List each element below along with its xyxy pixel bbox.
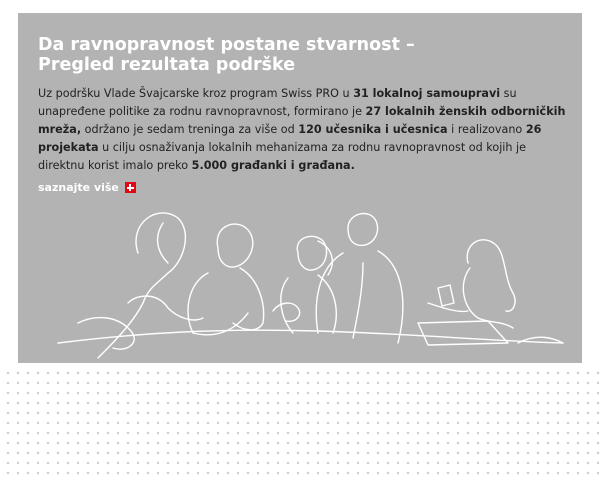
card-title-line-1: Da ravnopravnost postane stvarnost –: [38, 35, 415, 55]
dot-pattern-background: [0, 365, 600, 477]
highlighted-figure: 120 učesnika i učesnica: [298, 123, 448, 136]
card-title-line-2: Pregled rezultata podrške: [38, 55, 296, 75]
people-meeting-illustration: [18, 193, 582, 363]
card-title: [38, 35, 558, 75]
card-description: [38, 85, 568, 175]
learn-more-label: saznajte više: [38, 181, 119, 194]
description-text: u cilju osnaživanja lokalnih mehanizama za rodnu ravnopravnost od kojih je direktnu korist imalo preko: [38, 141, 527, 172]
highlighted-figure: 26 projekata: [38, 123, 542, 154]
description-text: su unapređene politike za rodnu ravnopravnost, formirano je: [38, 87, 517, 118]
swiss-flag-icon: [125, 182, 136, 193]
highlighted-figure: 5.000 građanki i građana.: [191, 159, 355, 172]
description-text: i realizovano: [447, 123, 526, 136]
highlighted-figure: 27 lokalnih ženskih odborničkih mreža,: [38, 105, 566, 136]
highlighted-figure: 31 lokalnoj samoupravi: [353, 87, 501, 100]
description-text: održano je sedam treninga za više od: [81, 123, 299, 136]
hero-card: [18, 13, 582, 363]
description-text: Uz podršku Vlade Švajcarske kroz program Swiss PRO u: [38, 87, 354, 100]
